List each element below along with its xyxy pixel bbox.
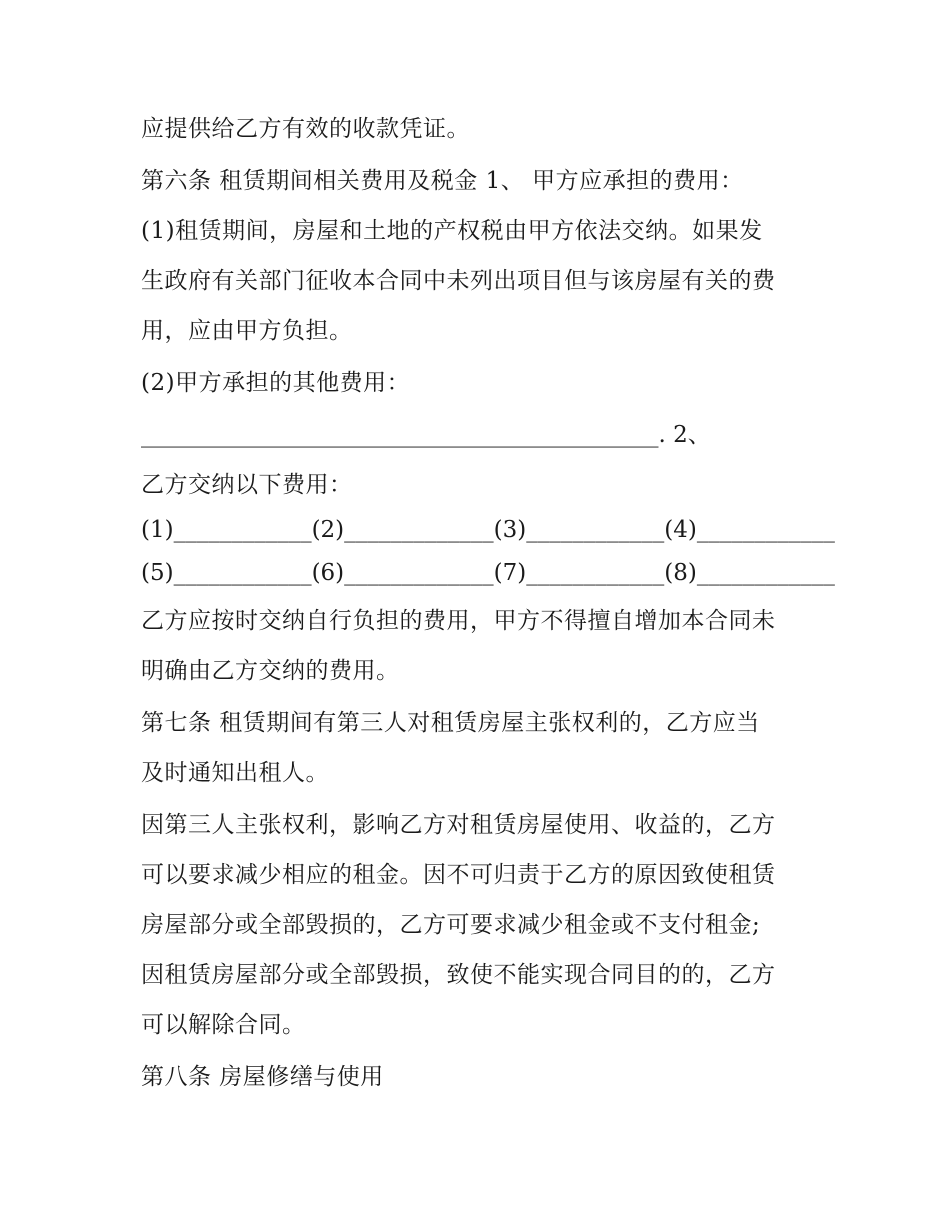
text-line: 可以要求减少相应的租金。因不可归责于乙方的原因致使租赁 — [141, 862, 776, 888]
text-line: 用，应由甲方负担。 — [141, 318, 353, 344]
article-7-heading: 第七条 租赁期间有第三人对租赁房屋主张权利的，乙方应当 — [141, 710, 760, 736]
text-line: 房屋部分或全部毁损的，乙方可要求减少租金或不支付租金; — [141, 912, 761, 938]
text-line: 应提供给乙方有效的收款凭证。 — [141, 116, 470, 142]
blank-fill-line: _____________________________________________. 2、 — [141, 422, 711, 448]
text-line: (2)甲方承担的其他费用： — [141, 370, 411, 396]
text-line: 及时通知出租人。 — [141, 760, 329, 786]
text-line: 乙方交纳以下费用： — [141, 472, 353, 498]
text-line: 明确由乙方交纳的费用。 — [141, 658, 400, 684]
article-6-heading: 第六条 租赁期间相关费用及税金 1、 甲方应承担的费用： — [141, 168, 744, 194]
text-line: 生政府有关部门征收本合同中未列出项目但与该房屋有关的费 — [141, 268, 776, 294]
text-line: 可以解除合同。 — [141, 1012, 306, 1038]
fee-blanks-row-2: (5)____________(6)_____________(7)____________(8)____________ — [141, 560, 835, 586]
fee-blanks-row-1: (1)____________(2)_____________(3)____________(4)____________ — [141, 517, 835, 543]
text-line: 乙方应按时交纳自行负担的费用，甲方不得擅自增加本合同未 — [141, 608, 776, 634]
text-line: 因第三人主张权利，影响乙方对租赁房屋使用、收益的，乙方 — [141, 812, 776, 838]
text-line: (1)租赁期间，房屋和土地的产权税由甲方依法交纳。如果发 — [141, 218, 763, 244]
article-8-heading: 第八条 房屋修缮与使用 — [141, 1064, 384, 1090]
text-line: 因租赁房屋部分或全部毁损，致使不能实现合同目的的，乙方 — [141, 962, 776, 988]
